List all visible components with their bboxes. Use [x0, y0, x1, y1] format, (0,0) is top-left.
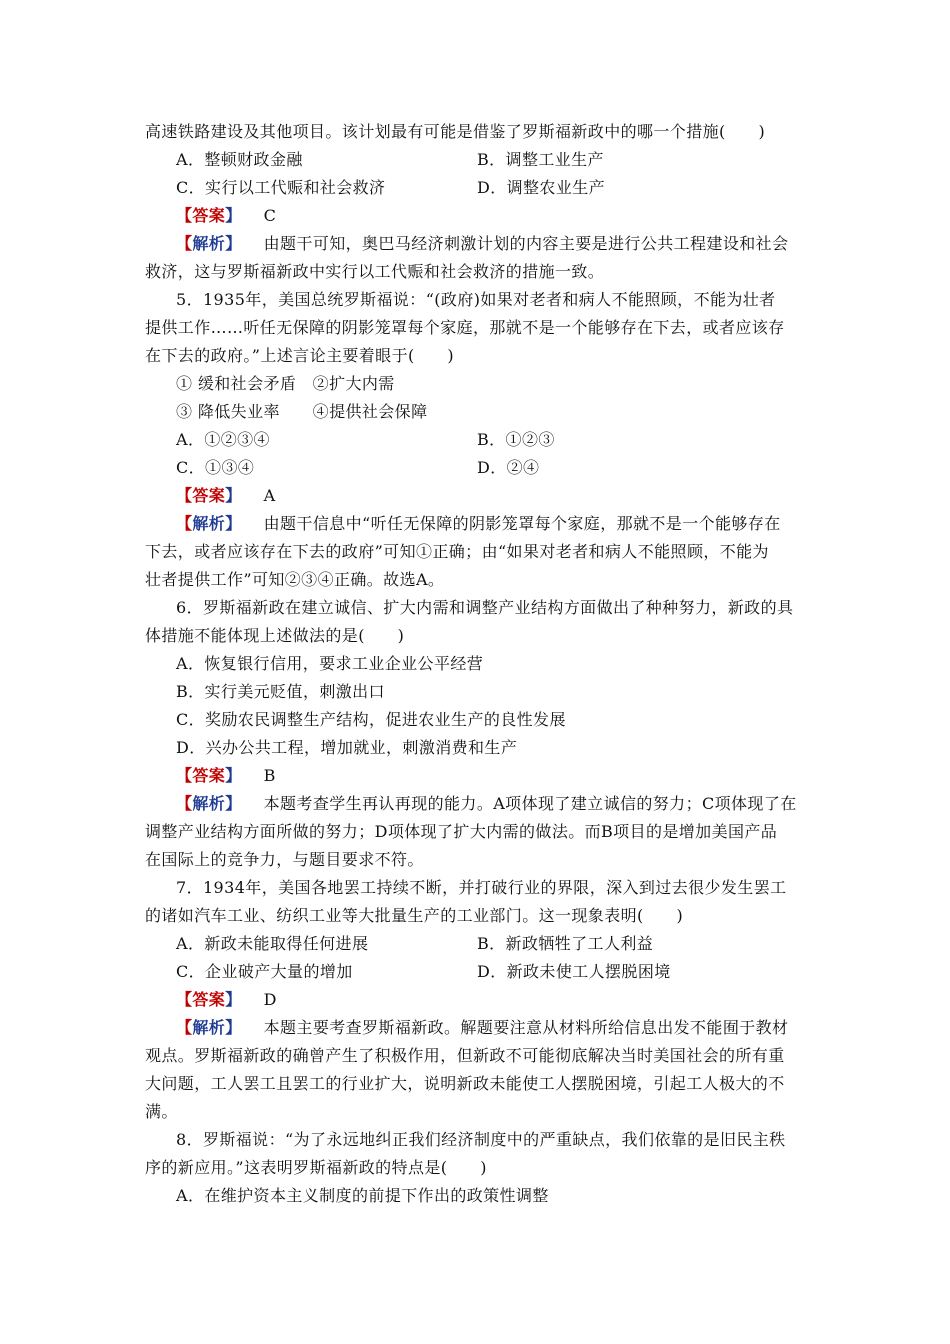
q6-answer: B [263, 766, 276, 785]
q6-stem-line-1: 6．罗斯福新政在建立诚信、扩大内需和调整产业结构方面做出了种种努力，新政的具 [176, 598, 794, 617]
q5-stem-line-2: 提供工作……听任无保障的阴影笼罩每个家庭，那就不是一个能够存在下去，或者应该存 [145, 318, 785, 337]
q5-stem-line-1: 5．1935年，美国总统罗斯福说：“(政府)如果对老者和病人不能照顾，不能为壮者 [176, 290, 776, 309]
q4-stem-tail: 高速铁路建设及其他项目。该计划最有可能是借鉴了罗斯福新政中的哪一个措施( ) [145, 122, 766, 141]
q6-option-d: D．兴办公共工程，增加就业，刺激消费和生产 [176, 738, 518, 757]
q6-analysis-line-2: 调整产业结构方面所做的努力；D项体现了扩大内需的做法。而B项目的是增加美国产品 [145, 822, 778, 841]
q5-answer-row [176, 486, 276, 506]
analysis-label: 【解析】 [176, 514, 242, 533]
q7-analysis-text-1: 本题主要考查罗斯福新政。解题要注意从材料所给信息出发不能囿于教材 [263, 1018, 789, 1037]
analysis-label: 【解析】 [176, 794, 242, 813]
q5-stem-line-3: 在下去的政府。”上述言论主要着眼于( ) [145, 346, 455, 365]
q8-stem-line-2: 序的新应用。”这表明罗斯福新政的特点是( ) [145, 1158, 487, 1177]
q4-analysis-line-1 [176, 234, 788, 254]
q4-answer: C [263, 206, 277, 225]
q4-option-c: C．实行以工代赈和社会救济 [176, 178, 386, 197]
q4-option-d: D．调整农业生产 [477, 178, 606, 197]
q5-answer: A [263, 486, 276, 505]
q5-option-a: A．①②③④ [176, 430, 270, 449]
q7-stem-line-2: 的诸如汽车工业、纺织工业等大批量生产的工业部门。这一现象表明( ) [145, 906, 684, 925]
q4-analysis-text-1: 由题干可知，奥巴马经济刺激计划的内容主要是进行公共工程建设和社会 [263, 234, 789, 253]
q7-answer: D [263, 990, 277, 1009]
q4-option-b: B．调整工业生产 [477, 150, 604, 169]
q6-option-b: B．实行美元贬值，刺激出口 [176, 682, 385, 701]
answer-label: 【答案】 [176, 206, 242, 225]
answer-label: 【答案】 [176, 990, 242, 1009]
q6-analysis-line-3: 在国际上的竞争力，与题目要求不符。 [145, 850, 424, 869]
q5-analysis-text-1: 由题干信息中“听任无保障的阴影笼罩每个家庭，那就不是一个能够存在 [263, 514, 781, 533]
q4-answer-row [176, 206, 276, 226]
q5-option-c: C．①③④ [176, 458, 255, 477]
answer-label: 【答案】 [176, 766, 242, 785]
q6-stem-line-2: 体措施不能体现上述做法的是( ) [145, 626, 405, 645]
q7-stem-line-1: 7．1934年，美国各地罢工持续不断，并打破行业的界限，深入到过去很少发生罢工 [176, 878, 787, 897]
q7-analysis-line-4: 满。 [145, 1102, 178, 1121]
q6-option-a: A．恢复银行信用，要求工业企业公平经营 [176, 654, 484, 673]
q6-analysis-text-1: 本题考查学生再认再现的能力。A项体现了建立诚信的努力；C项体现了在 [263, 794, 797, 813]
q8-option-a: A．在维护资本主义制度的前提下作出的政策性调整 [176, 1186, 549, 1205]
q4-option-a: A．整顿财政金融 [176, 150, 303, 169]
q6-answer-row [176, 766, 276, 786]
q6-analysis-line-1 [176, 794, 797, 814]
q7-option-d: D．新政未使工人摆脱困境 [477, 962, 671, 981]
q7-option-a: A．新政未能取得任何进展 [176, 934, 369, 953]
q7-analysis-line-3: 大问题，工人罢工且罢工的行业扩大，说明新政未能使工人摆脱困境，引起工人极大的不 [145, 1074, 785, 1093]
q7-option-c: C．企业破产大量的增加 [176, 962, 353, 981]
q7-option-b: B．新政牺牲了工人利益 [477, 934, 654, 953]
q5-item-line-1: ① 缓和社会矛盾 ②扩大内需 [176, 374, 395, 393]
analysis-label: 【解析】 [176, 234, 242, 253]
q4-analysis-line-2: 救济，这与罗斯福新政中实行以工代赈和社会救济的措施一致。 [145, 262, 605, 281]
q5-analysis-line-3: 壮者提供工作”可知②③④正确。故选A。 [145, 570, 445, 589]
q5-option-d: D．②④ [477, 458, 540, 477]
q5-analysis-line-2: 下去，或者应该存在下去的政府”可知①正确；由“如果对老者和病人不能照顾，不能为 [145, 542, 769, 561]
q5-option-b: B．①②③ [477, 430, 555, 449]
q8-stem-line-1: 8．罗斯福说：“为了永远地纠正我们经济制度中的严重缺点，我们依靠的是旧民主秩 [176, 1130, 786, 1149]
q5-item-line-2: ③ 降低失业率 ④提供社会保障 [176, 402, 428, 421]
answer-label: 【答案】 [176, 486, 242, 505]
q7-analysis-line-2: 观点。罗斯福新政的确曾产生了积极作用，但新政不可能彻底解决当时美国社会的所有重 [145, 1046, 785, 1065]
q6-option-c: C．奖励农民调整生产结构，促进农业生产的良性发展 [176, 710, 566, 729]
q5-analysis-line-1 [176, 514, 781, 534]
analysis-label: 【解析】 [176, 1018, 242, 1037]
q7-analysis-line-1 [176, 1018, 788, 1038]
q7-answer-row [176, 990, 277, 1010]
